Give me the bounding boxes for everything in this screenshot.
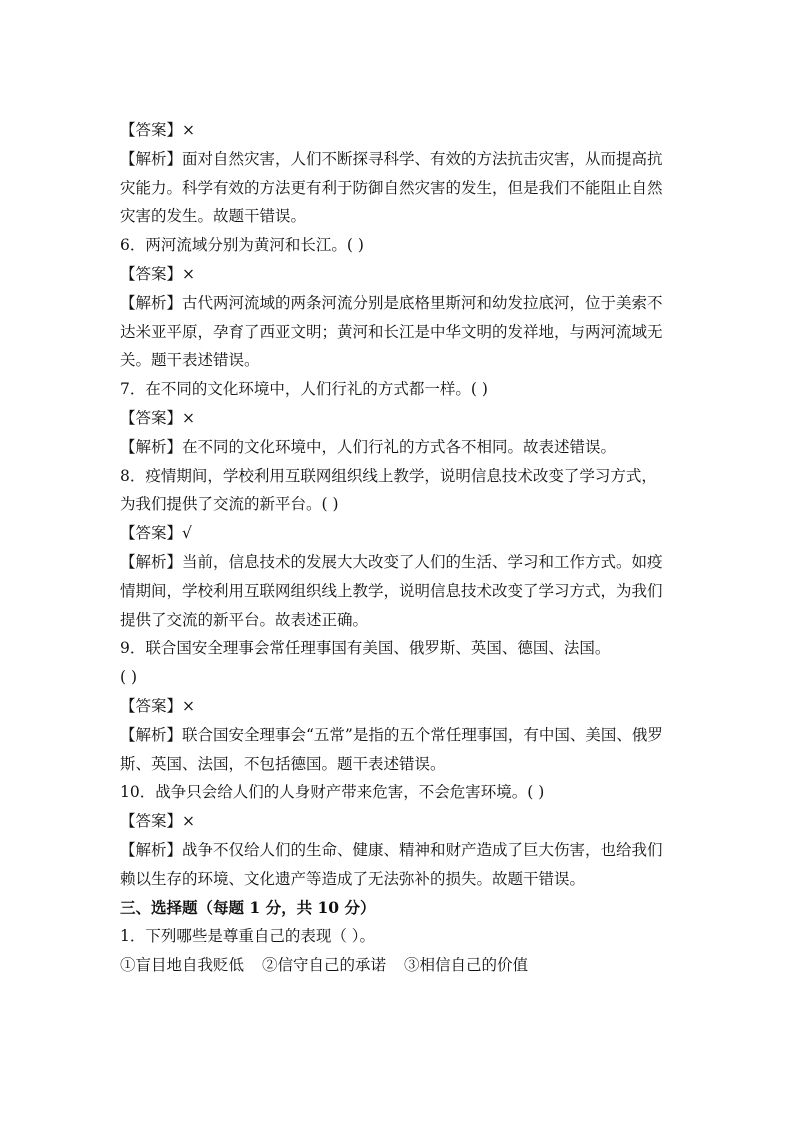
answer-8: 【答案】√ [120, 524, 192, 543]
question-8-line-2: 为我们提供了交流的新平台。( ) [120, 495, 339, 514]
answer-7: 【答案】× [120, 408, 195, 427]
analysis-1-line-3: 灾害的发生。故题干错误。 [120, 207, 307, 226]
document-page [120, 116, 680, 980]
question-7: 7．在不同的文化环境中，人们行礼的方式都一样。( ) [120, 380, 488, 399]
question-9-line-1: 9．联合国安全理事会常任理事国有美国、俄罗斯、英国、德国、法国。 [120, 639, 611, 658]
analysis-8-line-3: 提供了交流的新平台。故表述正确。 [120, 610, 369, 629]
analysis-1-line-1: 【解析】面对自然灾害，人们不断探寻科学、有效的方法抗击灾害，从而提高抗 [120, 149, 663, 168]
option-3: ③相信自己的价值 [404, 956, 529, 975]
question-6: 6．两河流域分别为黄河和长江。( ) [120, 236, 364, 255]
analysis-6-line-1: 【解析】古代两河流域的两条河流分别是底格里斯河和幼发拉底河，位于美索不 [120, 293, 663, 312]
option-2: ②信守自己的承诺 [262, 956, 387, 975]
analysis-9-line-1: 【解析】联合国安全理事会“五常”是指的五个常任理事国，有中国、美国、俄罗 [120, 725, 663, 744]
question-9-line-2: ( ) [120, 668, 138, 687]
section-heading-choice: 三、选择题（每题 1 分，共 10 分） [120, 897, 376, 917]
option-1: ①盲目地自我贬低 [120, 956, 245, 975]
analysis-10-line-1: 【解析】战争不仅给人们的生命、健康、精神和财产造成了巨大伤害，也给我们 [120, 840, 663, 859]
analysis-8-line-1: 【解析】当前，信息技术的发展大大改变了人们的生活、学习和工作方式。如疫 [120, 552, 663, 571]
answer-9: 【答案】× [120, 696, 195, 715]
analysis-9-line-2: 斯、英国、法国，不包括德国。题干表述错误。 [120, 754, 446, 773]
analysis-1-line-2: 灾能力。科学有效的方法更有利于防御自然灾害的发生，但是我们不能阻止自然 [120, 178, 663, 197]
analysis-6-line-3: 关。题干表述错误。 [120, 351, 260, 370]
question-8-line-1: 8．疫情期间，学校利用互联网组织线上教学，说明信息技术改变了学习方式， [120, 466, 657, 485]
analysis-8-line-2: 情期间，学校利用互联网组织线上教学，说明信息技术改变了学习方式，为我们 [120, 581, 663, 600]
answer-1: 【答案】× [120, 121, 195, 139]
answer-6: 【答案】× [120, 264, 195, 283]
choice-question-1: 1．下列哪些是尊重自己的表现（ ）。 [120, 927, 376, 946]
choice-options-row [120, 951, 680, 980]
analysis-7: 【解析】在不同的文化环境中，人们行礼的方式各不相同。故表述错误。 [120, 437, 617, 456]
analysis-6-line-2: 达米亚平原，孕育了西亚文明；黄河和长江是中华文明的发祥地，与两河流域无 [120, 322, 663, 341]
answer-10: 【答案】× [120, 812, 195, 831]
analysis-10-line-2: 赖以生存的环境、文化遗产等造成了无法弥补的损失。故题干错误。 [120, 869, 586, 888]
question-10: 10．战争只会给人们的人身财产带来危害，不会危害环境。( ) [120, 783, 545, 802]
